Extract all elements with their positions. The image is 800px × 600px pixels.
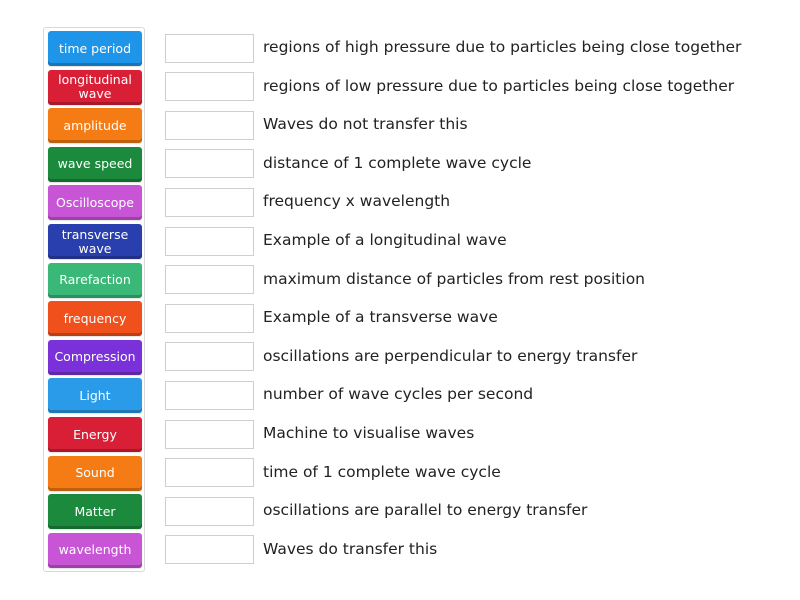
clue-text-6: Example of a longitudinal wave [263,231,507,249]
tile-amplitude[interactable] [48,108,142,143]
clue-text-11: Machine to visualise waves [263,424,475,442]
clue-text-5: frequency x wavelength [263,192,451,211]
drop-slot-9[interactable] [165,342,254,371]
tile-rarefaction[interactable] [48,263,142,298]
clue-text-1: regions of high pressure due to particles being close together [263,38,742,56]
drop-slot-12[interactable] [165,458,254,487]
tile-label: Energy [73,426,117,442]
tile-label: Compression [54,349,136,365]
drop-slot-6[interactable] [165,227,254,256]
drop-slot-10[interactable] [165,381,254,410]
clue-text-4: distance of 1 complete wave cycle [263,153,532,172]
clue-text-2: regions of low pressure due to particles being close together [263,76,735,95]
drop-slot-8[interactable] [165,304,254,333]
tile-label: Oscilloscope [56,194,134,210]
tile-wave-speed[interactable] [48,147,142,182]
tile-label: Sound [75,465,115,481]
tile-label: transverse wave [61,226,129,256]
clue-text-13: oscillations are parallel to energy transfer [263,501,588,520]
tile-label: Light [79,387,111,403]
clue-text-12: time of 1 complete wave cycle [263,462,501,481]
clue-text-9: oscillations are perpendicular to energy transfer [263,346,638,365]
tile-label: frequency [63,310,127,326]
tile-oscilloscope[interactable] [48,185,142,220]
tile-transverse-wave[interactable] [48,224,142,259]
tile-label: longitudinal wave [58,72,132,102]
tile-label: Matter [74,503,116,519]
drop-slot-11[interactable] [165,420,254,449]
drop-slot-13[interactable] [165,497,254,526]
tile-time-period[interactable] [48,31,142,66]
tile-longitudinal-wave[interactable] [48,70,142,105]
tile-label: time period [58,40,132,56]
tile-energy[interactable] [48,417,142,452]
drop-slot-14[interactable] [165,535,254,564]
clue-text-8: Example of a transverse wave [263,308,498,327]
drop-slot-1[interactable] [165,34,254,63]
drop-slot-4[interactable] [165,149,254,178]
clue-text-7: maximum distance of particles from rest position [263,269,645,288]
tile-matter[interactable] [48,494,142,529]
clue-text-3: Waves do not transfer this [263,115,468,134]
drop-slot-2[interactable] [165,72,254,101]
drop-slot-5[interactable] [165,188,254,217]
tile-wavelength[interactable] [48,533,142,568]
tile-sound[interactable] [48,456,142,491]
drop-slot-7[interactable] [165,265,254,294]
tile-label: amplitude [63,117,127,133]
tile-label: Rarefaction [59,272,131,288]
tile-label: wave speed [57,156,133,172]
tile-light[interactable] [48,378,142,413]
tile-bank [43,27,145,572]
drop-slot-3[interactable] [165,111,254,140]
clue-text-14: Waves do transfer this [263,539,438,558]
clue-text-10: number of wave cycles per second [263,385,534,404]
tile-compression[interactable] [48,340,142,375]
tile-label: wavelength [58,542,132,558]
tile-frequency[interactable] [48,301,142,336]
